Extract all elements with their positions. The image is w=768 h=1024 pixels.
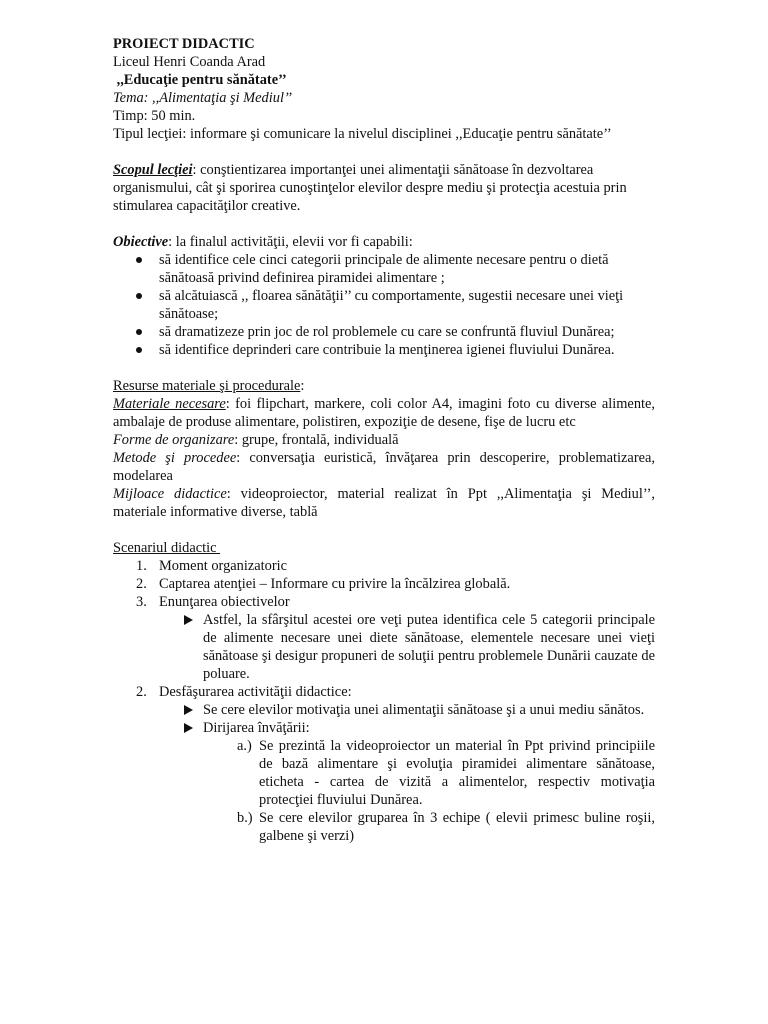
objective-item: să identifice cele cinci categorii principale de alimente necesare pentru o dietă sănătoasă privind definirea piramidei alimentare ;	[113, 251, 655, 287]
lesson-type-line: Tipul lecţiei: informare şi comunicare la nivelul disciplinei ,,Educaţie pentru sănătate’’	[113, 126, 612, 142]
arrow-bullet-icon	[184, 611, 193, 629]
scenario-step: 3. Enunţarea obiectivelor	[136, 594, 290, 610]
sub-list-item: a.) Se prezintă la videoproiector un material în Ppt privind principiile de bază alimentare şi evoluţia piramidei alimentare sănătoase, eticheta - cartea de vizită a alimentelor, respectiv motivaţia protecţiei fluviului Dunărea.	[237, 738, 655, 808]
resources-heading: Resurse materiale şi procedurale:	[113, 378, 305, 394]
objective-item: să identifice deprinderi care contribuie la menţinerea igienei fluviului Dunărea.	[113, 341, 655, 359]
bullet-icon	[136, 293, 142, 299]
scenario-step: 2. Captarea atenţiei – Informare cu privire la încălzirea globală.	[136, 576, 511, 592]
bullet-icon	[136, 329, 142, 335]
objectives-intro-text: : la finalul activităţii, elevii vor fi capabili:	[168, 234, 413, 250]
arrow-list-item: Astfel, la sfârşitul acestei ore veţi putea identifica cele 5 categorii principale de alimente necesare unei diete sănătoase, elementele necesare unei vieţi sănătoase şi desigur propuneri de soluţii pentru problemele Dunării cauzate de poluare.	[113, 611, 655, 683]
forms-label: Forme de organizare	[113, 432, 235, 448]
arrow-list-item: Se cere elevilor motivaţia unei alimentaţii sănătoase şi a unui mediu sănătos.	[113, 701, 655, 719]
scope-label: Scopul lecţiei	[113, 162, 193, 178]
scenario-heading: Scenariul didactic	[113, 540, 221, 556]
materials-label: Materiale necesare	[113, 396, 226, 412]
objectives-list	[113, 251, 655, 359]
objective-item: să alcătuiască ,, floarea sănătăţii’’ cu comportamente, sugestii necesare unei vieţi sănătoase;	[113, 287, 655, 323]
materials-paragraph: Materiale necesare: foi flipchart, markere, coli color A4, imagini foto cu diverse alimente, ambalaje de produse alimentare, polistiren, expoziţie de desene, fişe de lucru etc	[113, 396, 655, 430]
scenario-step: 1. Moment organizatoric	[136, 558, 288, 574]
scenario-step: 2. Desfăşurarea activităţii didactice:	[136, 684, 352, 700]
arrow-list-item: Dirijarea învăţării:	[113, 719, 655, 737]
scope-paragraph	[113, 161, 655, 215]
arrow-bullet-icon	[184, 701, 193, 719]
objectives-intro	[113, 233, 655, 251]
scope-text: : conştientizarea importanţei unei alimentaţii sănătoase în dezvoltarea organismului, cât şi sporirea cunoştinţelor elevilor despre mediu şi protecţia acestuia prin stimularea capacităţilor creative.	[113, 162, 627, 214]
means-paragraph: Mijloace didactice: videoproiector, material realizat în Ppt ,,Alimentaţia şi Mediul’’, materiale informative diverse, tablă	[113, 486, 655, 520]
school-name: Liceul Henri Coanda Arad	[113, 54, 266, 70]
sub-list-item: b.) Se cere elevilor gruparea în 3 echipe ( elevii primesc buline roşii, galbene şi verzi)	[237, 810, 655, 844]
methods-paragraph: Metode şi procedee: conversaţia euristică, învăţarea prin descoperire, problematizarea, modelarea	[113, 450, 655, 484]
theme-line: Tema: ,,Alimentaţia şi Mediul’’	[113, 90, 292, 106]
subject-line: ,,Educaţie pentru sănătate’’	[113, 72, 287, 88]
methods-label: Metode şi procedee	[113, 450, 237, 466]
bullet-icon	[136, 257, 142, 263]
means-label: Mijloace didactice	[113, 486, 227, 502]
arrow-bullet-icon	[184, 719, 193, 737]
document-title: PROIECT DIDACTIC	[113, 36, 255, 52]
forms-paragraph: Forme de organizare: grupe, frontală, individuală	[113, 432, 399, 448]
objectives-label: Obiective	[113, 234, 169, 250]
objective-item: să dramatizeze prin joc de rol problemele cu care se confruntă fluviul Dunărea;	[113, 323, 655, 341]
bullet-icon	[136, 347, 142, 353]
time-line: Timp: 50 min.	[113, 108, 196, 124]
document-body	[113, 35, 655, 845]
